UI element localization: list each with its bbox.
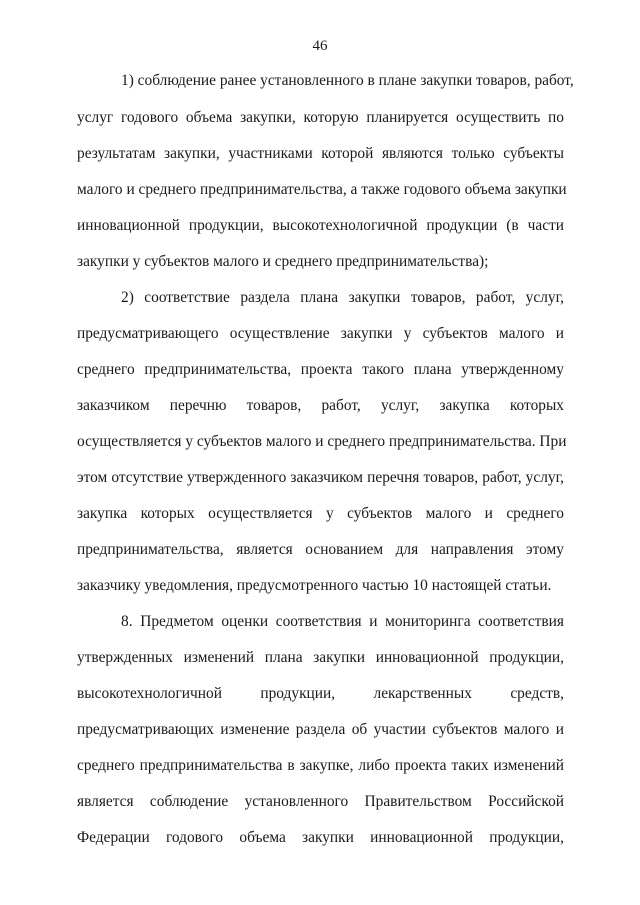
page-number: 46	[312, 38, 328, 54]
text-line: является соблюдение установленного Правительством Российской	[77, 793, 564, 810]
text-line: закупка которых осуществляется у субъектов малого и среднего	[77, 505, 564, 522]
text-line: этом отсутствие утвержденного заказчиком перечня товаров, работ, услуг,	[77, 469, 564, 486]
text-line: услуг годового объема закупки, которую планируется осуществить по	[77, 109, 564, 126]
text-line: осуществляется у субъектов малого и среднего предпринимательства. При	[77, 433, 567, 450]
text-line: 2) соответствие раздела плана закупки товаров, работ, услуг,	[121, 289, 564, 306]
text-line: предусматривающих изменение раздела об участии субъектов малого и	[77, 721, 564, 738]
text-line: инновационной продукции, высокотехнологичной продукции (в части	[77, 217, 564, 234]
text-line: высокотехнологичной продукции, лекарственных средств,	[77, 685, 564, 702]
text-line: Федерации годового объема закупки инновационной продукции,	[77, 829, 564, 846]
text-line: 1) соблюдение ранее установленного в плане закупки товаров, работ,	[121, 72, 574, 89]
text-line: предусматривающего осуществление закупки у субъектов малого и	[77, 325, 564, 342]
text-line: утвержденных изменений плана закупки инновационной продукции,	[77, 649, 564, 666]
text-line: среднего предпринимательства, проекта такого плана утвержденному	[77, 361, 564, 378]
text-line: среднего предпринимательства в закупке, либо проекта таких изменений	[77, 757, 564, 774]
text-line: 8. Предметом оценки соответствия и мониторинга соответствия	[121, 613, 564, 630]
text-line: предпринимательства, является основанием для направления этому	[77, 541, 564, 558]
text-line: заказчику уведомления, предусмотренного частью 10 настоящей статьи.	[77, 577, 552, 594]
text-line: малого и среднего предпринимательства, а также годового объема закупки	[77, 181, 567, 198]
text-line: заказчиком перечню товаров, работ, услуг, закупка которых	[77, 397, 564, 414]
text-line: закупки у субъектов малого и среднего предпринимательства);	[77, 253, 489, 270]
text-line: результатам закупки, участниками которой являются только субъекты	[77, 145, 564, 162]
